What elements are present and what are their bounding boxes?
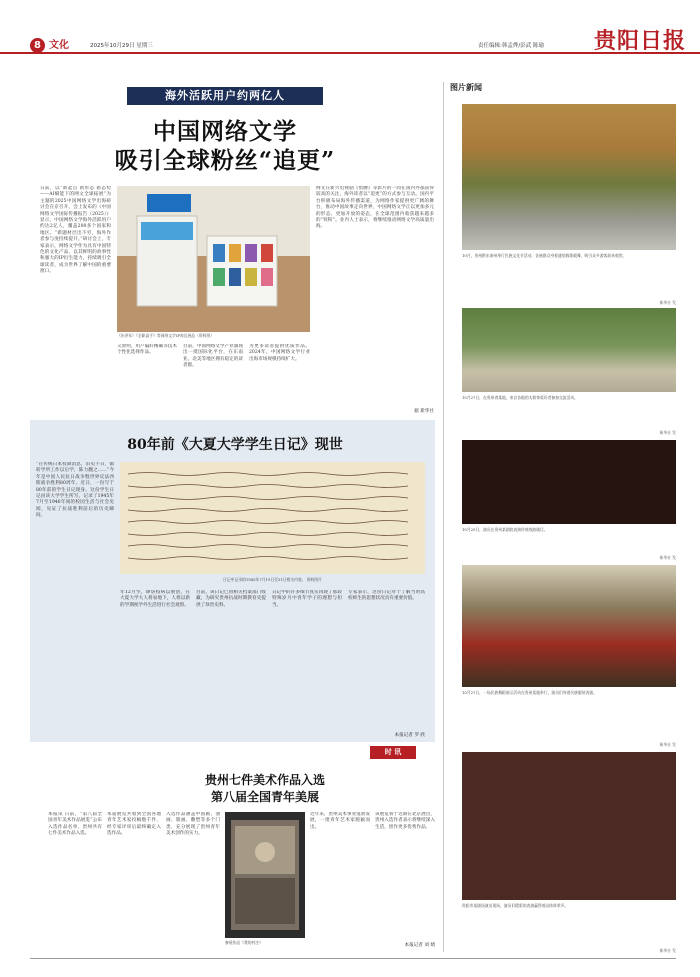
photo-news-heading: 图片新闻: [450, 83, 482, 92]
photo-news-image: [462, 440, 676, 524]
story3-column: 本届展览共收到全国各地青年艺术家投稿数千件，经专家评审后最终确定入选作品。: [107, 812, 161, 837]
issue-date: 2025年10月29日 星期三: [90, 43, 153, 49]
page-footer-rule: [30, 958, 676, 959]
photo-credit: 新华社 发: [659, 742, 676, 747]
story2-photo-caption: 日记中记录的1945年7月19日至31日相关内容。 资料图片: [223, 577, 322, 582]
photo-news-caption: 10月，贵州黔东南州举行民族文化节活动，各族群众身着盛装载歌载舞，吸引众多游客前来观赏。: [462, 253, 627, 258]
story3-title-line1: 贵州七件美术作品入选: [204, 773, 325, 787]
story3-column: 近年来，贵州美术事业蓬勃发展，一批青年艺术家脱颖而出。: [310, 812, 370, 830]
story2-column: 年12月至，肆虐疫病以重创，在大夏大学大人将易地下，人将以新的学期视学外生活进行社会观察。: [120, 590, 190, 608]
story2-title: 80年前《大夏大学学生日记》现世: [127, 437, 343, 453]
photo-credit: 新华社 发: [659, 300, 676, 305]
story1-title-line1: 中国网络文学: [153, 118, 297, 145]
story3-column: 本报讯 日前，“第八届全国青年美术作品展览”公布入选作品名单，贵州共有七件美术作品入选。: [48, 812, 102, 837]
story3-byline: 本报记者 刘 婧: [404, 943, 435, 948]
story3-column: 该展览将于近期在北京展出，贵州入选作者表示将继续深入生活，创作更多优秀作品。: [375, 812, 435, 830]
story2-byline: 本报记者 罗 欣: [394, 733, 425, 738]
story1-banner: 海外活跃用户约两亿人: [127, 87, 323, 105]
story1-photo: [117, 186, 310, 332]
story1-column: 义原则，用户偏好精确等技术个性化选择作品。: [117, 344, 177, 356]
photo-news-image: [462, 308, 676, 392]
photo-news-image: [462, 104, 676, 250]
story3-photo-caption: 参展作品《我的村庄》: [225, 940, 263, 945]
story3-title-line2: 第八届全国青年美展: [210, 790, 319, 804]
column-divider: [443, 82, 444, 952]
page-number: 8: [30, 38, 45, 53]
story2-column: “在传统日本投降消息，旧史不日，镇转学所工作以后学，陈力翻之……”今年是中国人民抗日战争暨世界反法西斯战争胜利80周年。近日，一份写于80年前的学生日记现身。这份学生日记由该大学学生所写，记录了1945年7月至1946年间的校园生活与社会见闻，见证了抗战胜利前后的历史瞬间。: [36, 462, 114, 519]
artwork-photo: [225, 812, 305, 938]
photo-news-caption: 10月27日，一场民族舞蹈展示活动在贵州某地举行，演员们身着民族服装表演。: [462, 690, 597, 695]
photo-news-caption: 10月27日，在贵州省某地，来自各地的太极拳爱好者参加交流活动。: [462, 395, 578, 400]
photo-news-caption: 贵阳市某剧场演出现场，演员们精彩的表演赢得观众阵阵掌声。: [462, 903, 569, 908]
story1-photo-caption: 《庆余年》《全职高手》等网络文学IP周边展品（资料图）: [117, 333, 215, 338]
story2-column: 专家表示，这份日记对于了解当时高校师生的思想状况具有重要价值。: [348, 590, 425, 602]
story2-column: 日记中的许多细节真实再现了那段特殊岁月中青年学子的理想与担当。: [272, 590, 342, 608]
section-name: 文化: [49, 40, 69, 51]
photo-news-image: [462, 752, 676, 900]
photo-news-caption: 10月25日，演员在贵州某剧院表演传统戏曲剧目。: [462, 527, 548, 532]
photo-credit: 新华社 发: [659, 430, 676, 435]
story2-column: 目前，该日记已由相关档案部门收藏，为研究贵州抗战时期教育史提供了珍贵史料。: [196, 590, 266, 608]
story1-title-line2: 吸引全球粉丝“追更”: [114, 147, 336, 174]
story1-column: 网文在新兴电视剧《惜腰》等影片的一同在国内外都获得较高的关注，海外读者以“追更”的方式参与互动。国内平台积极布局海外传播渠道，为网络作家提供更广阔的舞台，推动中国故事走向世界，中国网络文学正以更加多元的形态、更加开放的姿态，在全球范围内收获越来越多的“铁粉”。业内人士表示，将继续推动网络文学高质量出海。: [316, 186, 434, 230]
story1-column: 目前，中国网络文学产业涌现出一批国际化平台，在东南亚、北美等地区拥有稳定的读者群。: [183, 344, 243, 369]
photo-credit: 新华社 发: [659, 948, 676, 953]
diary-handwriting-photo: [120, 462, 425, 574]
newspaper-masthead: 贵阳日报: [594, 28, 687, 54]
story3-column: 入选作品涵盖中国画、油画、版画、雕塑等多个门类，充分展现了贵州青年美术创作的实力。: [166, 812, 220, 837]
story1-column: 为更多读者提供优质作品。2024年，中国网络文学行业出海市场规模持续扩大。: [249, 344, 310, 362]
editors-line: 责任编辑:韩孟烨/彭武 陈瑜: [478, 43, 544, 49]
photo-credit: 新华社 发: [659, 555, 676, 560]
photo-news-image: [462, 565, 676, 687]
news-brief-tag: 时 讯: [370, 746, 416, 759]
story1-byline: 据 新华社: [414, 409, 434, 414]
story1-column: 日前，以“新起点 新形态 新态势——AI赋能下的网文全球拓展”为主题的2025中国网络文学出海研讨会在京召开。会上发布的《中国网络文学国际传播报告（2025）》显示，中国网络文学海外活跃用户约达2亿人，覆盖200多个国家和地区。“新题材层出不穷，海外作者参与度持续提升。”研讨会上，专家表示，网络文学作为具有中国特色的文化产品，以其鲜明的故事性和强大的IP衍生能力，持续吸引全球读者，成为世界了解中国的重要窗口。: [40, 186, 111, 275]
